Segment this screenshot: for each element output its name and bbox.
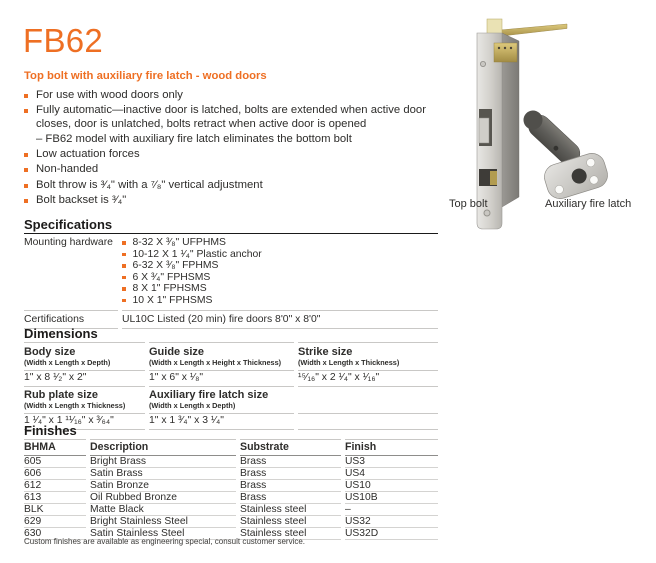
mounting-item <box>122 237 438 249</box>
dimension-sublabel: (Width x Length x Thickness) <box>298 357 400 367</box>
bullet-square-icon <box>122 299 126 303</box>
spec-row-label: Certifications <box>24 311 118 329</box>
page-title: FB62 <box>23 22 104 59</box>
bullet-square-icon <box>24 184 28 188</box>
table-cell-bhma: 606 <box>24 468 86 480</box>
table-cell-finish: US4 <box>345 468 438 480</box>
table-cell-substrate: Brass <box>240 480 341 492</box>
mounting-item <box>122 260 438 272</box>
dimension-value: 1" x 6" x ¹⁄₈" <box>149 370 294 386</box>
feature-item <box>24 148 429 162</box>
dimension-header <box>149 386 294 414</box>
spec-row-label: Mounting hardware <box>24 234 118 311</box>
dimension-sublabel: (Width x Length x Depth) <box>24 357 111 367</box>
table-cell-description: Satin Bronze <box>90 480 236 492</box>
mounting-item-text: 10 X 1" FPHSMS <box>132 294 213 306</box>
feature-subitem <box>24 133 429 147</box>
datasheet-main-column <box>24 0 438 563</box>
table-cell-substrate: Stainless steel <box>240 516 341 528</box>
dimension-value: 1" x 1 ³⁄₄" x 3 ¹⁄₄" <box>149 413 294 430</box>
table-cell-bhma: 605 <box>24 456 86 468</box>
feature-text: Low actuation forces <box>36 148 140 161</box>
dimension-header <box>24 386 145 414</box>
mounting-item-text: 6-32 X ³⁄₈" FPHMS <box>132 260 219 271</box>
finishes-heading: Finishes <box>24 423 77 438</box>
latch-bolt <box>479 118 489 143</box>
table-cell-substrate: Brass <box>240 468 341 480</box>
finishes-col-header: Finish <box>345 439 438 456</box>
bracket-rivet <box>504 47 506 49</box>
table-cell-substrate: Stainless steel <box>240 504 341 516</box>
dimension-header-empty <box>298 386 438 414</box>
table-cell-substrate: Brass <box>240 492 341 504</box>
feature-item <box>24 179 429 193</box>
feature-item <box>24 104 429 131</box>
dimension-value: ¹⁵⁄₁₆" x 2 ¹⁄₄" x ¹⁄₁₆" <box>298 370 438 386</box>
feature-item <box>24 89 429 103</box>
feature-item <box>24 194 429 208</box>
table-cell-description: Satin Brass <box>90 468 236 480</box>
table-cell-finish: US10 <box>345 480 438 492</box>
finishes-table <box>24 439 438 540</box>
bullet-square-icon <box>122 253 126 257</box>
mounting-item-text: 10-12 X 1 ¹⁄₄" Plastic anchor <box>132 248 262 260</box>
finishes-col-header: BHMA <box>24 439 86 456</box>
mounting-item <box>122 283 438 295</box>
bullet-square-icon <box>24 199 28 203</box>
table-cell-description: Oil Rubbed Bronze <box>90 492 236 504</box>
dimension-name: Auxiliary fire latch size <box>149 389 269 401</box>
dimension-name: Body size <box>24 345 76 358</box>
dimension-name: Guide size <box>149 345 205 358</box>
dimension-sublabel: (Width x Length x Height x Thickness) <box>149 357 282 367</box>
feature-text: Bolt throw is ³⁄₄" with a ⁷⁄₈" vertical adjustment <box>36 178 263 191</box>
table-cell-bhma: 613 <box>24 492 86 504</box>
dimensions-heading: Dimensions <box>24 326 98 341</box>
bullet-square-icon <box>122 264 126 268</box>
mounting-item <box>122 295 438 307</box>
table-cell-finish: US32 <box>345 516 438 528</box>
table-cell-description: Satin Stainless Steel <box>90 528 236 540</box>
dimension-name: Strike size <box>298 345 353 358</box>
mounting-item-text: 8-32 X ³⁄₈" UFPHMS <box>132 237 226 248</box>
dimension-header <box>149 342 294 370</box>
top-bolt-caption: Top bolt <box>449 198 488 210</box>
bullet-square-icon <box>24 153 28 157</box>
dimension-sublabel: (Width x Length x Thickness) <box>24 401 126 410</box>
bullet-square-icon <box>122 287 126 291</box>
table-cell-description: Bright Brass <box>90 456 236 468</box>
brass-bracket <box>494 43 517 62</box>
bracket-rivet <box>498 47 500 49</box>
bullet-square-icon <box>122 241 126 245</box>
table-cell-substrate: Brass <box>240 456 341 468</box>
dimension-value-empty <box>298 413 438 430</box>
specifications-heading: Specifications <box>24 217 113 232</box>
table-cell-bhma: BLK <box>24 504 86 516</box>
table-cell-bhma: 629 <box>24 516 86 528</box>
feature-text: – FB62 model with auxiliary fire latch eliminates the bottom bolt <box>36 132 352 145</box>
mounting-item-text: 8 X 1" FPHSMS <box>132 283 207 294</box>
spec-row-content <box>122 234 438 311</box>
bullet-square-icon <box>24 94 28 98</box>
table-cell-bhma: 630 <box>24 528 86 540</box>
table-cell-finish: – <box>345 504 438 516</box>
bullet-square-icon <box>24 109 28 113</box>
finishes-col-header: Description <box>90 439 236 456</box>
bracket-rivet <box>510 47 512 49</box>
dimension-header <box>298 342 438 370</box>
dimension-header <box>24 342 145 370</box>
bullet-square-icon <box>24 168 28 172</box>
table-cell-finish: US32D <box>345 528 438 540</box>
product-images <box>430 0 656 250</box>
table-cell-bhma: 612 <box>24 480 86 492</box>
table-cell-description: Matte Black <box>90 504 236 516</box>
lower-brass-piece <box>490 171 497 185</box>
dimensions-table <box>24 342 438 430</box>
table-cell-substrate: Stainless steel <box>240 528 341 540</box>
dimension-value: 1" x 8 ¹⁄₂" x 2" <box>24 370 145 386</box>
feature-list <box>24 89 429 209</box>
feature-item <box>24 163 429 177</box>
mounting-item <box>122 249 438 261</box>
dimension-sublabel: (Width x Length x Depth) <box>149 401 236 410</box>
finishes-footnote: Custom finishes are available as engineering special, consult customer service. <box>24 537 306 546</box>
specifications-table <box>24 233 438 329</box>
aux-fire-latch-caption: Auxiliary fire latch <box>545 198 632 210</box>
bullet-square-icon <box>122 276 126 280</box>
mounting-item <box>122 272 438 284</box>
table-cell-finish: US3 <box>345 456 438 468</box>
table-cell-description: Bright Stainless Steel <box>90 516 236 528</box>
aux-fire-latch-image <box>519 105 611 201</box>
table-cell-finish: US10B <box>345 492 438 504</box>
feature-text: Non-handed <box>36 163 99 176</box>
feature-text: Fully automatic—inactive door is latched, bolts are extended when active door closes, door is unlatched, bolts retract when active door is opened <box>36 104 426 130</box>
screw-hole <box>480 61 485 66</box>
mounting-item-text: 6 X ³⁄₄" FPHSMS <box>132 271 211 283</box>
feature-text: Bolt backset is ³⁄₄" <box>36 193 127 206</box>
dimension-value: 1 ¹⁄₄" x 1 ¹¹⁄₁₆" x ³⁄₆₄" <box>24 413 145 430</box>
feature-text: For use with wood doors only <box>36 89 183 101</box>
finishes-col-header: Substrate <box>240 439 341 456</box>
spec-row-value: UL10C Listed (20 min) fire doors 8'0" x 8'0" <box>122 311 438 329</box>
page-subtitle: Top bolt with auxiliary fire latch - wood doors <box>24 70 267 82</box>
dimension-name: Rub plate size <box>24 389 98 401</box>
